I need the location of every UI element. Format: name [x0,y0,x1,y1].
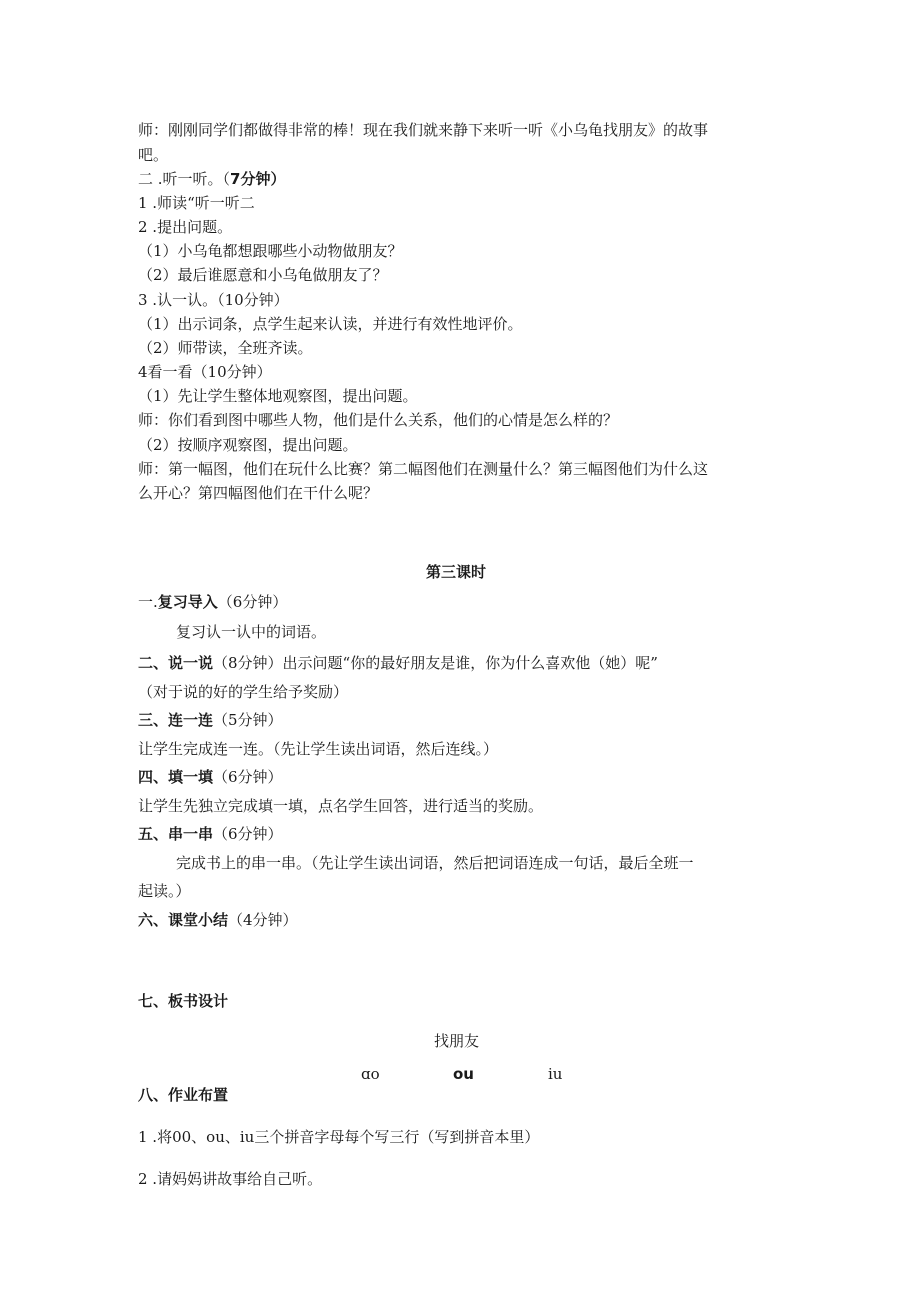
section-2-heading [138,653,658,673]
section-2-title: 二、说一说 [138,654,214,672]
intro-line-2: 吧。 [138,146,169,164]
listen-step-1: 1 .师读“听一听二 [138,194,255,212]
listen-heading [138,169,285,189]
homework-item-2: 2 .请妈妈讲故事给自己听。 [138,1170,323,1188]
section-1-time: （6分钟） [217,593,288,611]
intro-line-1: 师：刚刚同学们都做得非常的棒！现在我们就来静下来听一听《小乌龟找朋友》的故事 [138,121,709,139]
section-5-body-line-1: 完成书上的串一串。（先让学生读出词语，然后把词语连成一句话，最后全班一 [176,854,694,872]
homework-heading: 八、作业布置 [138,1086,229,1104]
section-5-heading [138,824,283,844]
section-3-time: （5分钟） [213,711,283,729]
board-pinyin-2: ou [453,1065,474,1083]
lesson-title: 第三课时 [426,563,487,581]
section-3-body: 让学生完成连一连。（先让学生读出词语，然后连线。） [138,740,499,758]
section-1-title: 复习导入 [157,593,218,611]
recognize-heading: 3 .认一认。（10分钟） [138,291,289,309]
look-teacher-question-2-line-2: 么开心？第四幅图他们在干什么呢？ [138,484,379,502]
section-5-body-line-2: 起读。） [138,882,191,900]
question-2: （2）最后谁愿意和小乌龟做朋友了？ [138,266,388,284]
board-title: 找朋友 [434,1032,480,1050]
look-teacher-question-1: 师：你们看到图中哪些人物，他们是什么关系，他们的心情是怎么样的？ [138,411,619,429]
homework-item-1: 1 .将00、ou、iu三个拼音字母每个写三行（写到拼音本里） [138,1128,540,1146]
listen-heading-text: 二 .听一听。（ [138,170,231,188]
question-1: （1）小乌龟都想跟哪些小动物做朋友？ [138,242,403,260]
look-teacher-question-2-line-1: 师：第一幅图，他们在玩什么比赛？第二幅图他们在测量什么？第三幅图他们为什么这 [138,460,709,478]
section-6-title: 六、课堂小结 [138,911,229,929]
section-3-heading [138,710,283,730]
recognize-step-2: （2）师带读，全班齐读。 [138,339,313,357]
board-design-heading: 七、板书设计 [138,992,229,1010]
listen-heading-time: 7分钟） [230,170,286,188]
section-4-body: 让学生先独立完成填一填，点名学生回答，进行适当的奖励。 [138,797,544,815]
section-6-heading [138,910,298,930]
section-2-text: （8分钟）出示问题“你的最好朋友是谁，你为什么喜欢他（她）呢” [213,654,658,672]
listen-step-2: 2 .提出问题。 [138,218,233,236]
section-3-title: 三、连一连 [138,711,214,729]
board-pinyin-3: iu [548,1065,563,1083]
section-6-time: （4分钟） [228,911,298,929]
section-5-title: 五、串一串 [138,825,214,843]
board-pinyin-1: ɑo [361,1065,380,1083]
section-4-time: （6分钟） [213,768,283,786]
look-heading: 4看一看（10分钟） [138,363,272,381]
section-1-number: 一. [138,593,158,611]
section-1-body: 复习认一认中的词语。 [176,623,327,641]
section-5-time: （6分钟） [213,825,283,843]
recognize-step-1: （1）出示词条，点学生起来认读，并进行有效性地评价。 [138,315,523,333]
section-1-heading [138,592,287,612]
section-4-title: 四、填一填 [138,768,214,786]
section-4-heading [138,767,283,787]
look-step-1: （1）先让学生整体地观察图，提出问题。 [138,387,418,405]
section-2-body: （对于说的好的学生给予奖励） [138,683,349,701]
look-step-2: （2）按顺序观察图，提出问题。 [138,436,358,454]
